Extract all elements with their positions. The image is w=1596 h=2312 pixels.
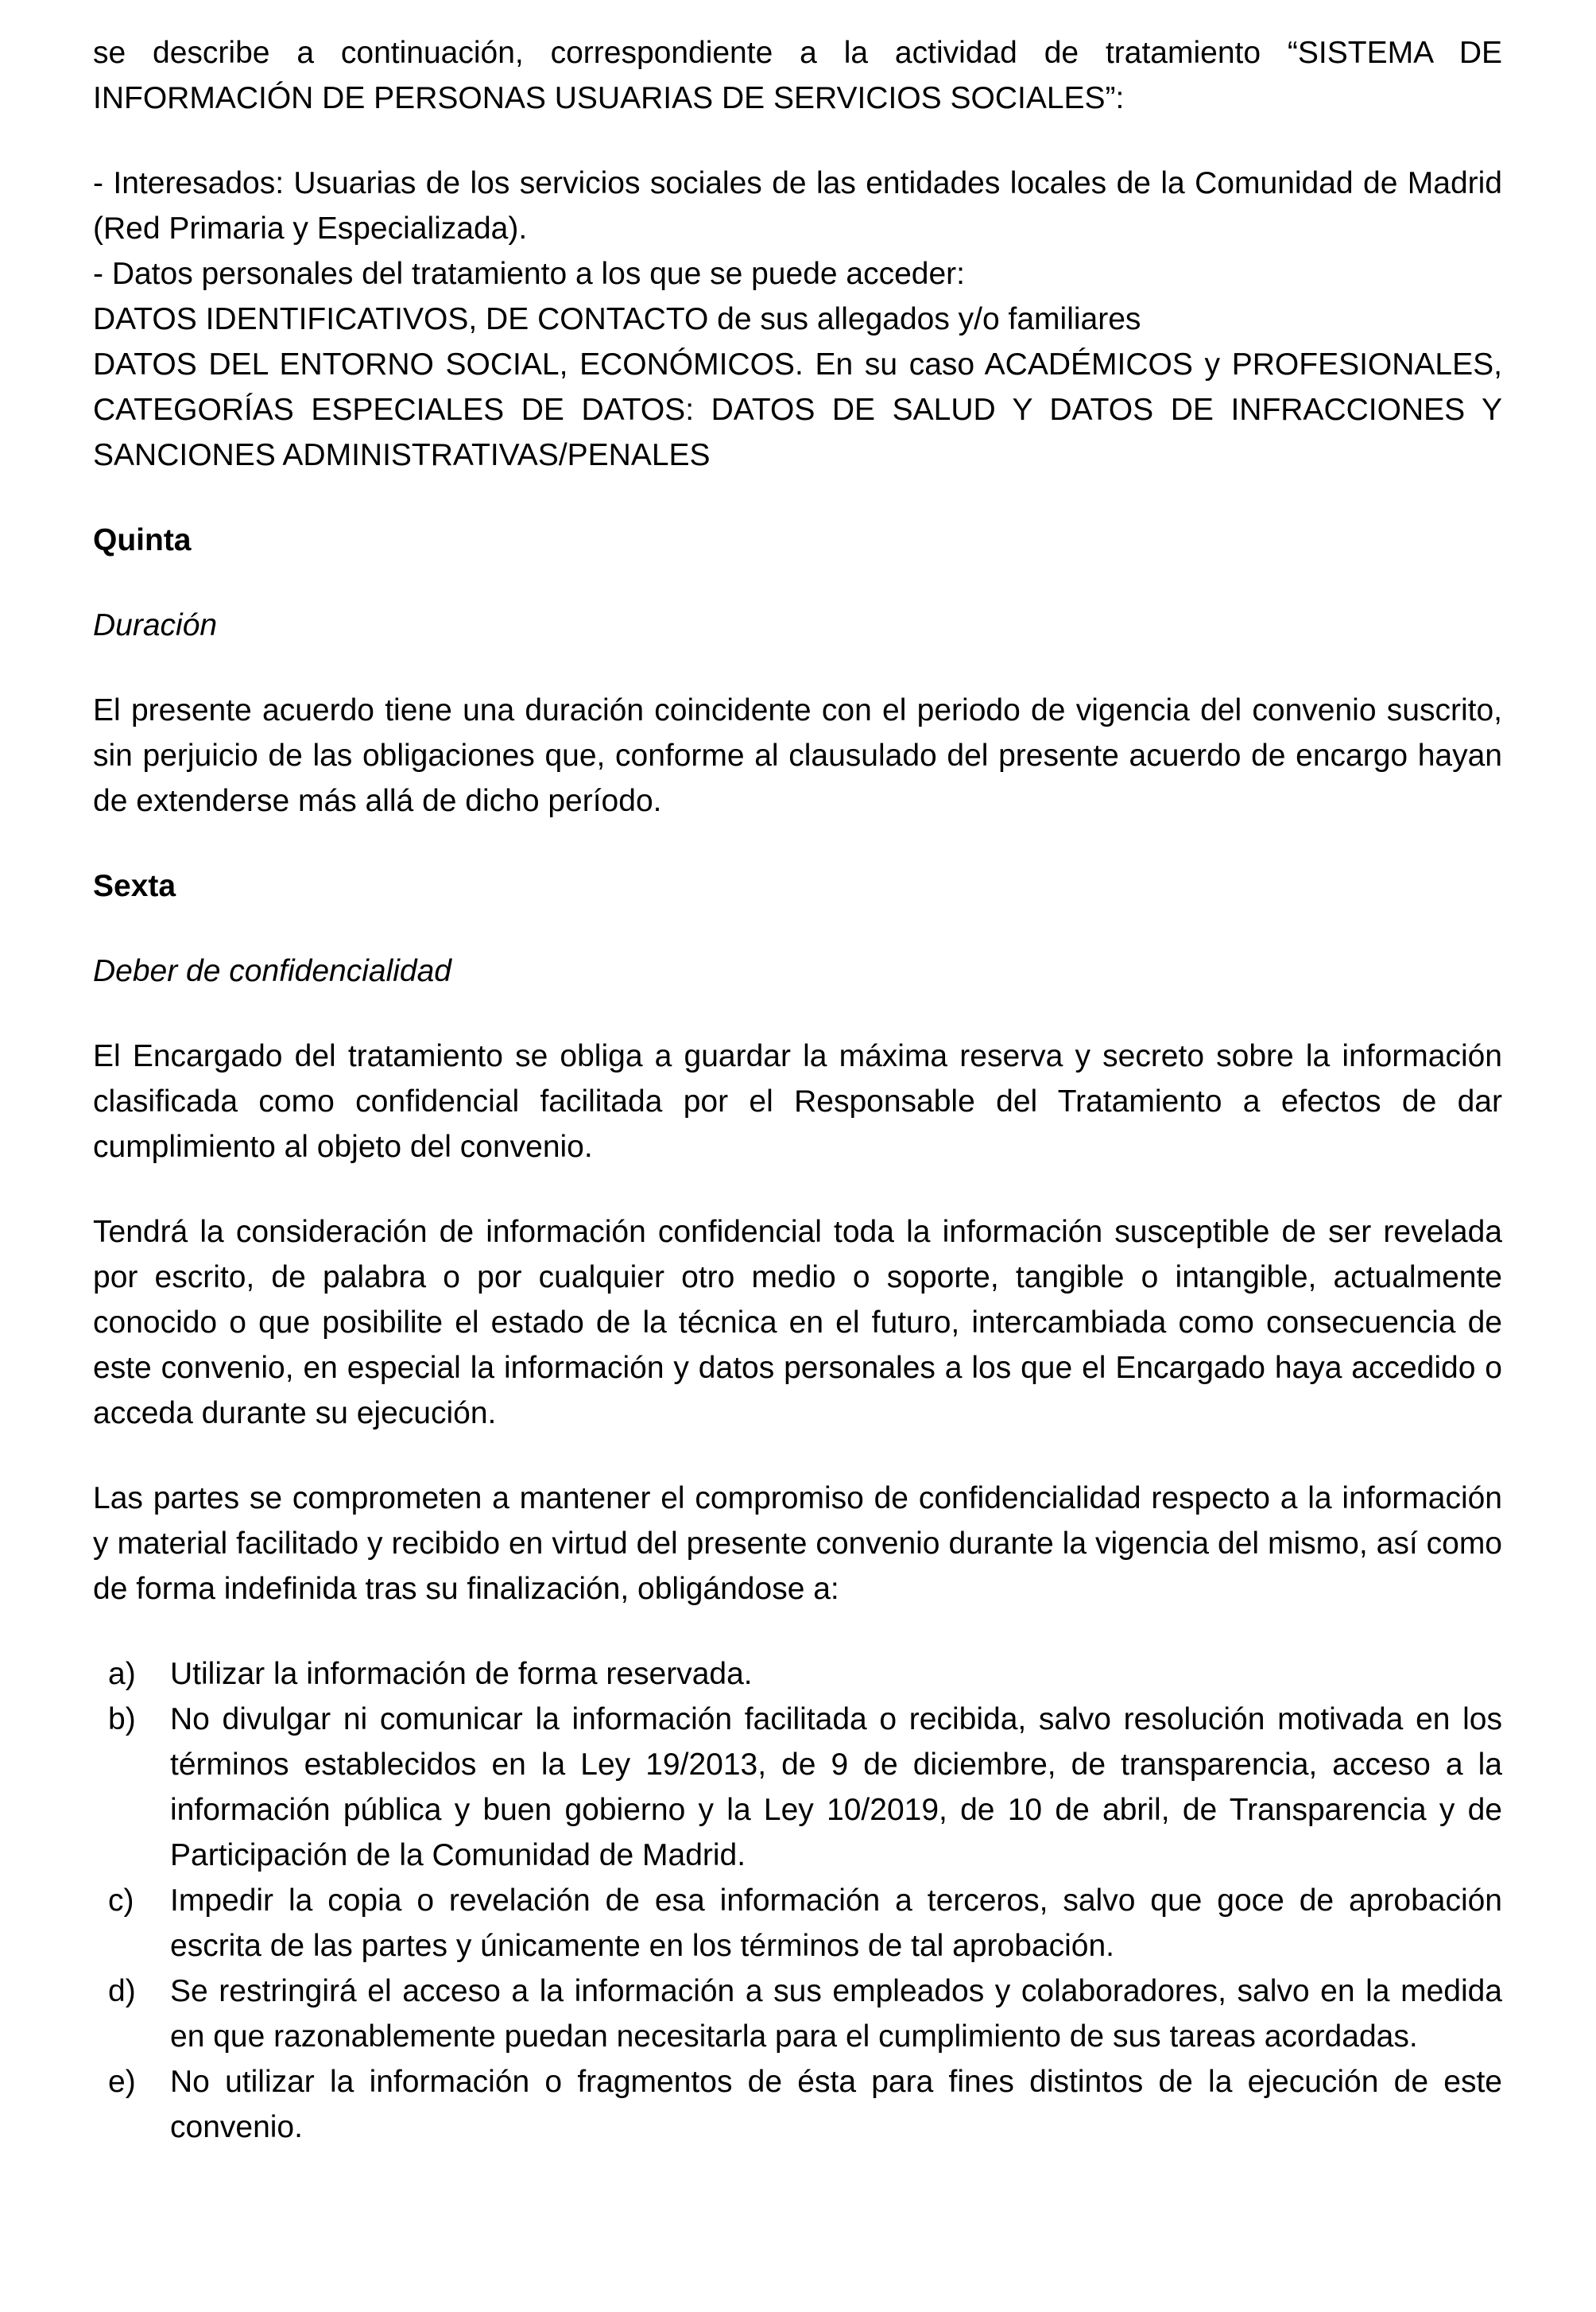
heading-quinta: Quinta — [93, 523, 192, 557]
subheading-duracion: Duración — [93, 608, 218, 642]
heading-sexta: Sexta — [93, 869, 176, 903]
paragraph-partes: Las partes se comprometen a mantener el compromiso de confidencialidad respecto a la información y material facilitado y recibido en virtud del presente convenio durante la vigencia del mismo, así como de forma indefinida tras su finalización, obligándose a: — [93, 1481, 1502, 1606]
subheading-confidencialidad: Deber de confidencialidad — [93, 954, 451, 988]
paragraph-encargado: El Encargado del tratamiento se obliga a guardar la máxima reserva y secreto sobre la información clasificada como confidencial facilitada por el Responsable del Tratamiento a efectos de dar cumplimiento al objeto del convenio. — [93, 1039, 1502, 1164]
paragraph-intro: se describe a continuación, correspondiente a la actividad de tratamiento “SISTEMA DE INFORMACIÓN DE PERSONAS USUARIAS DE SERVICIOS SOCIALES”: — [93, 36, 1502, 115]
list-text-e: No utilizar la información o fragmentos de ésta para fines distintos de la ejecución de este convenio. — [170, 2065, 1502, 2144]
list-text-b: No divulgar ni comunicar la información facilitada o recibida, salvo resolución motivada en los términos establecidos en la Ley 19/2013, de 9 de diciembre, de transparencia, acceso a la información pública y buen gobierno y la Ley 10/2019, de 10 de abril, de Transparencia y de Participación de la Comunidad de Madrid. — [170, 1702, 1502, 1872]
datos-entorno-paragraph: DATOS DEL ENTORNO SOCIAL, ECONÓMICOS. En su caso ACADÉMICOS y PROFESIONALES, CATEGORÍAS ESPECIALES DE DATOS: DATOS DE SALUD Y DATOS DE INFRACCIONES Y SANCIONES ADMINISTRATIVAS/PENALES — [93, 347, 1502, 472]
list-item-datos-personales: - Datos personales del tratamiento a los que se puede acceder: — [93, 257, 965, 291]
paragraph-duracion: El presente acuerdo tiene una duración coincidente con el periodo de vigencia del convenio suscrito, sin perjuicio de las obligaciones que, conforme al clausulado del presente acuerdo de encargo hayan de extenderse más allá de dicho período. — [93, 693, 1502, 818]
list-item-c — [93, 1878, 1502, 1969]
obligaciones-list — [93, 1651, 1502, 2150]
list-item-e — [93, 2059, 1502, 2150]
list-item-a — [93, 1651, 1502, 1697]
list-marker-c: c) — [108, 1883, 134, 1918]
list-marker-e: e) — [108, 2065, 136, 2099]
list-marker-a: a) — [108, 1657, 136, 1691]
datos-identificativos-line: DATOS IDENTIFICATIVOS, DE CONTACTO de sus allegados y/o familiares — [93, 302, 1141, 336]
list-text-d: Se restringirá el acceso a la información a sus empleados y colaboradores, salvo en la medida en que razonablemente puedan necesitarla para el cumplimiento de sus tareas acordadas. — [170, 1974, 1502, 2054]
paragraph-tendra: Tendrá la consideración de información confidencial toda la información susceptible de ser revelada por escrito, de palabra o por cualquier otro medio o soporte, tangible o intangible, actualmente conocido o que posibilite el estado de la técnica en el futuro, intercambiada como consecuencia de este convenio, en especial la información y datos personales a los que el Encargado haya accedido o acceda durante su ejecución. — [93, 1215, 1502, 1430]
interesados-datos-block — [93, 161, 1502, 478]
list-marker-b: b) — [108, 1702, 136, 1736]
list-text-a: Utilizar la información de forma reservada. — [170, 1657, 753, 1691]
list-text-c: Impedir la copia o revelación de esa información a terceros, salvo que goce de aprobación escrita de las partes y únicamente en los términos de tal aprobación. — [170, 1883, 1502, 1963]
list-marker-d: d) — [108, 1974, 136, 2008]
list-item-d — [93, 1969, 1502, 2059]
list-item-b — [93, 1697, 1502, 1878]
list-item-interesados: - Interesados: Usuarias de los servicios sociales de las entidades locales de la Comunidad de Madrid (Red Primaria y Especializada). — [93, 166, 1502, 246]
